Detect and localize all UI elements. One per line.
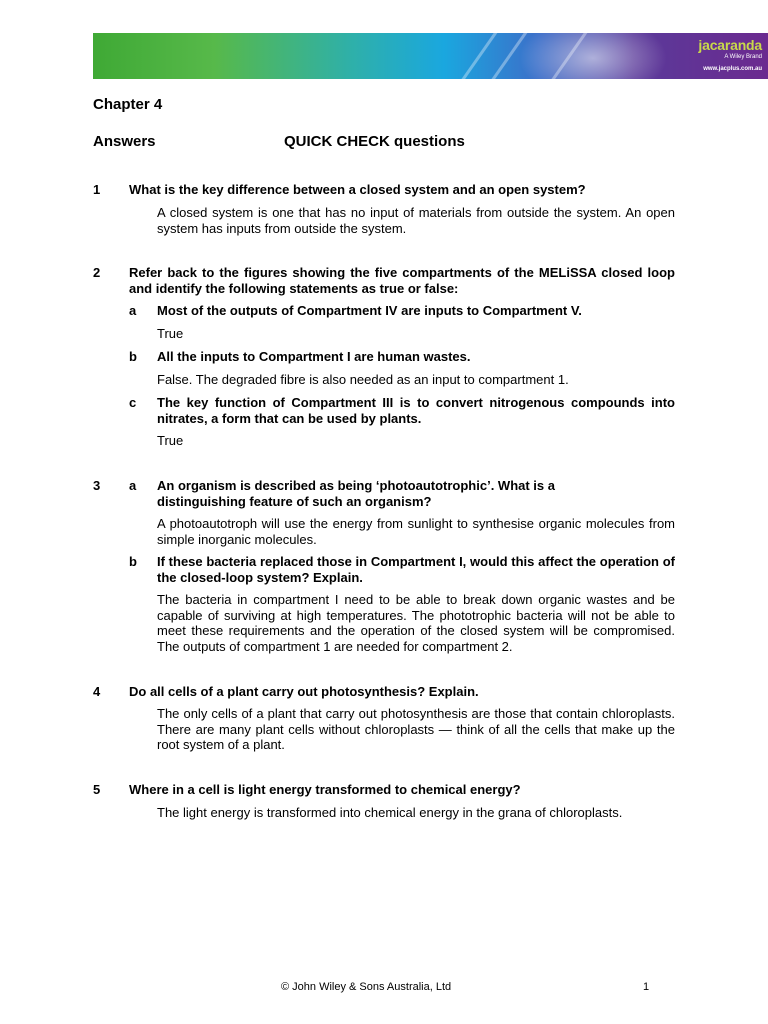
chapter-title: Chapter 4 — [93, 96, 163, 113]
page-number: 1 — [643, 981, 650, 993]
answer-text: A closed system is one that has no input of materials from outside the system. An open system has inputs from outside the system. — [157, 205, 675, 236]
brand-url: www.jacplus.com.au — [703, 66, 762, 72]
part-letter: b — [129, 349, 137, 364]
question-number: 1 — [93, 182, 101, 197]
part-letter: a — [129, 303, 137, 318]
question-number: 2 — [93, 265, 101, 280]
answer-text: True — [157, 433, 184, 448]
answer-text: The light energy is transformed into chemical energy in the grana of chloroplasts. — [157, 805, 623, 820]
part-question-text: The key function of Compartment III is to convert nitrogenous compounds into nitrates, a form that can be used by plants. — [157, 395, 675, 426]
brand-logo: jacaranda — [698, 37, 762, 53]
answer-text: True — [157, 326, 184, 341]
part-letter: a — [129, 478, 137, 493]
question-text: Do all cells of a plant carry out photosynthesis? Explain. — [129, 684, 479, 699]
part-letter: c — [129, 395, 137, 410]
section-title: QUICK CHECK questions — [284, 133, 465, 150]
banner-light-streak — [450, 33, 498, 79]
question-text: Where in a cell is light energy transformed to chemical energy? — [129, 782, 521, 797]
answer-text: A photoautotroph will use the energy from sunlight to synthesise organic molecules from simple inorganic molecules. — [157, 516, 675, 547]
question-text: Refer back to the figures showing the five compartments of the MELiSSA closed loop and identify the following statements as true or false: — [129, 265, 675, 296]
header-banner — [93, 33, 768, 79]
footer-copyright: © John Wiley & Sons Australia, Ltd — [281, 981, 452, 993]
part-question-text: If these bacteria replaced those in Compartment I, would this affect the operation of the closed-loop system? Explain. — [157, 554, 675, 585]
brand-tagline: A Wiley Brand — [724, 54, 762, 60]
part-letter: b — [129, 554, 137, 569]
question-number: 4 — [93, 684, 101, 699]
answer-text: False. The degraded fibre is also needed as an input to compartment 1. — [157, 372, 569, 387]
brand-block — [698, 38, 762, 72]
banner-glow — [513, 33, 673, 79]
answer-text: The bacteria in compartment I need to be able to break down organic wastes and be capable of surviving at high temperatures. The phototrophic bacteria will not be able to meet these requirements and the operation of the closed system will be compromised. The outputs of compartment 1 are needed for compartment 2. — [157, 592, 675, 654]
part-question-text: All the inputs to Compartment I are human wastes. — [157, 349, 471, 364]
answers-label: Answers — [93, 133, 156, 150]
question-number: 5 — [93, 782, 101, 797]
part-question-text: An organism is described as being ‘photoautotrophic’. What is a distinguishing feature of such an organism? — [157, 478, 555, 509]
question-number: 3 — [93, 478, 101, 493]
answer-text: The only cells of a plant that carry out photosynthesis are those that contain chloroplasts. There are many plant cells without chloroplasts — think of all the cells that make up the root system of a plant. — [157, 706, 675, 752]
part-question-text: Most of the outputs of Compartment IV are inputs to Compartment V. — [157, 303, 582, 318]
question-text: What is the key difference between a closed system and an open system? — [129, 182, 586, 197]
